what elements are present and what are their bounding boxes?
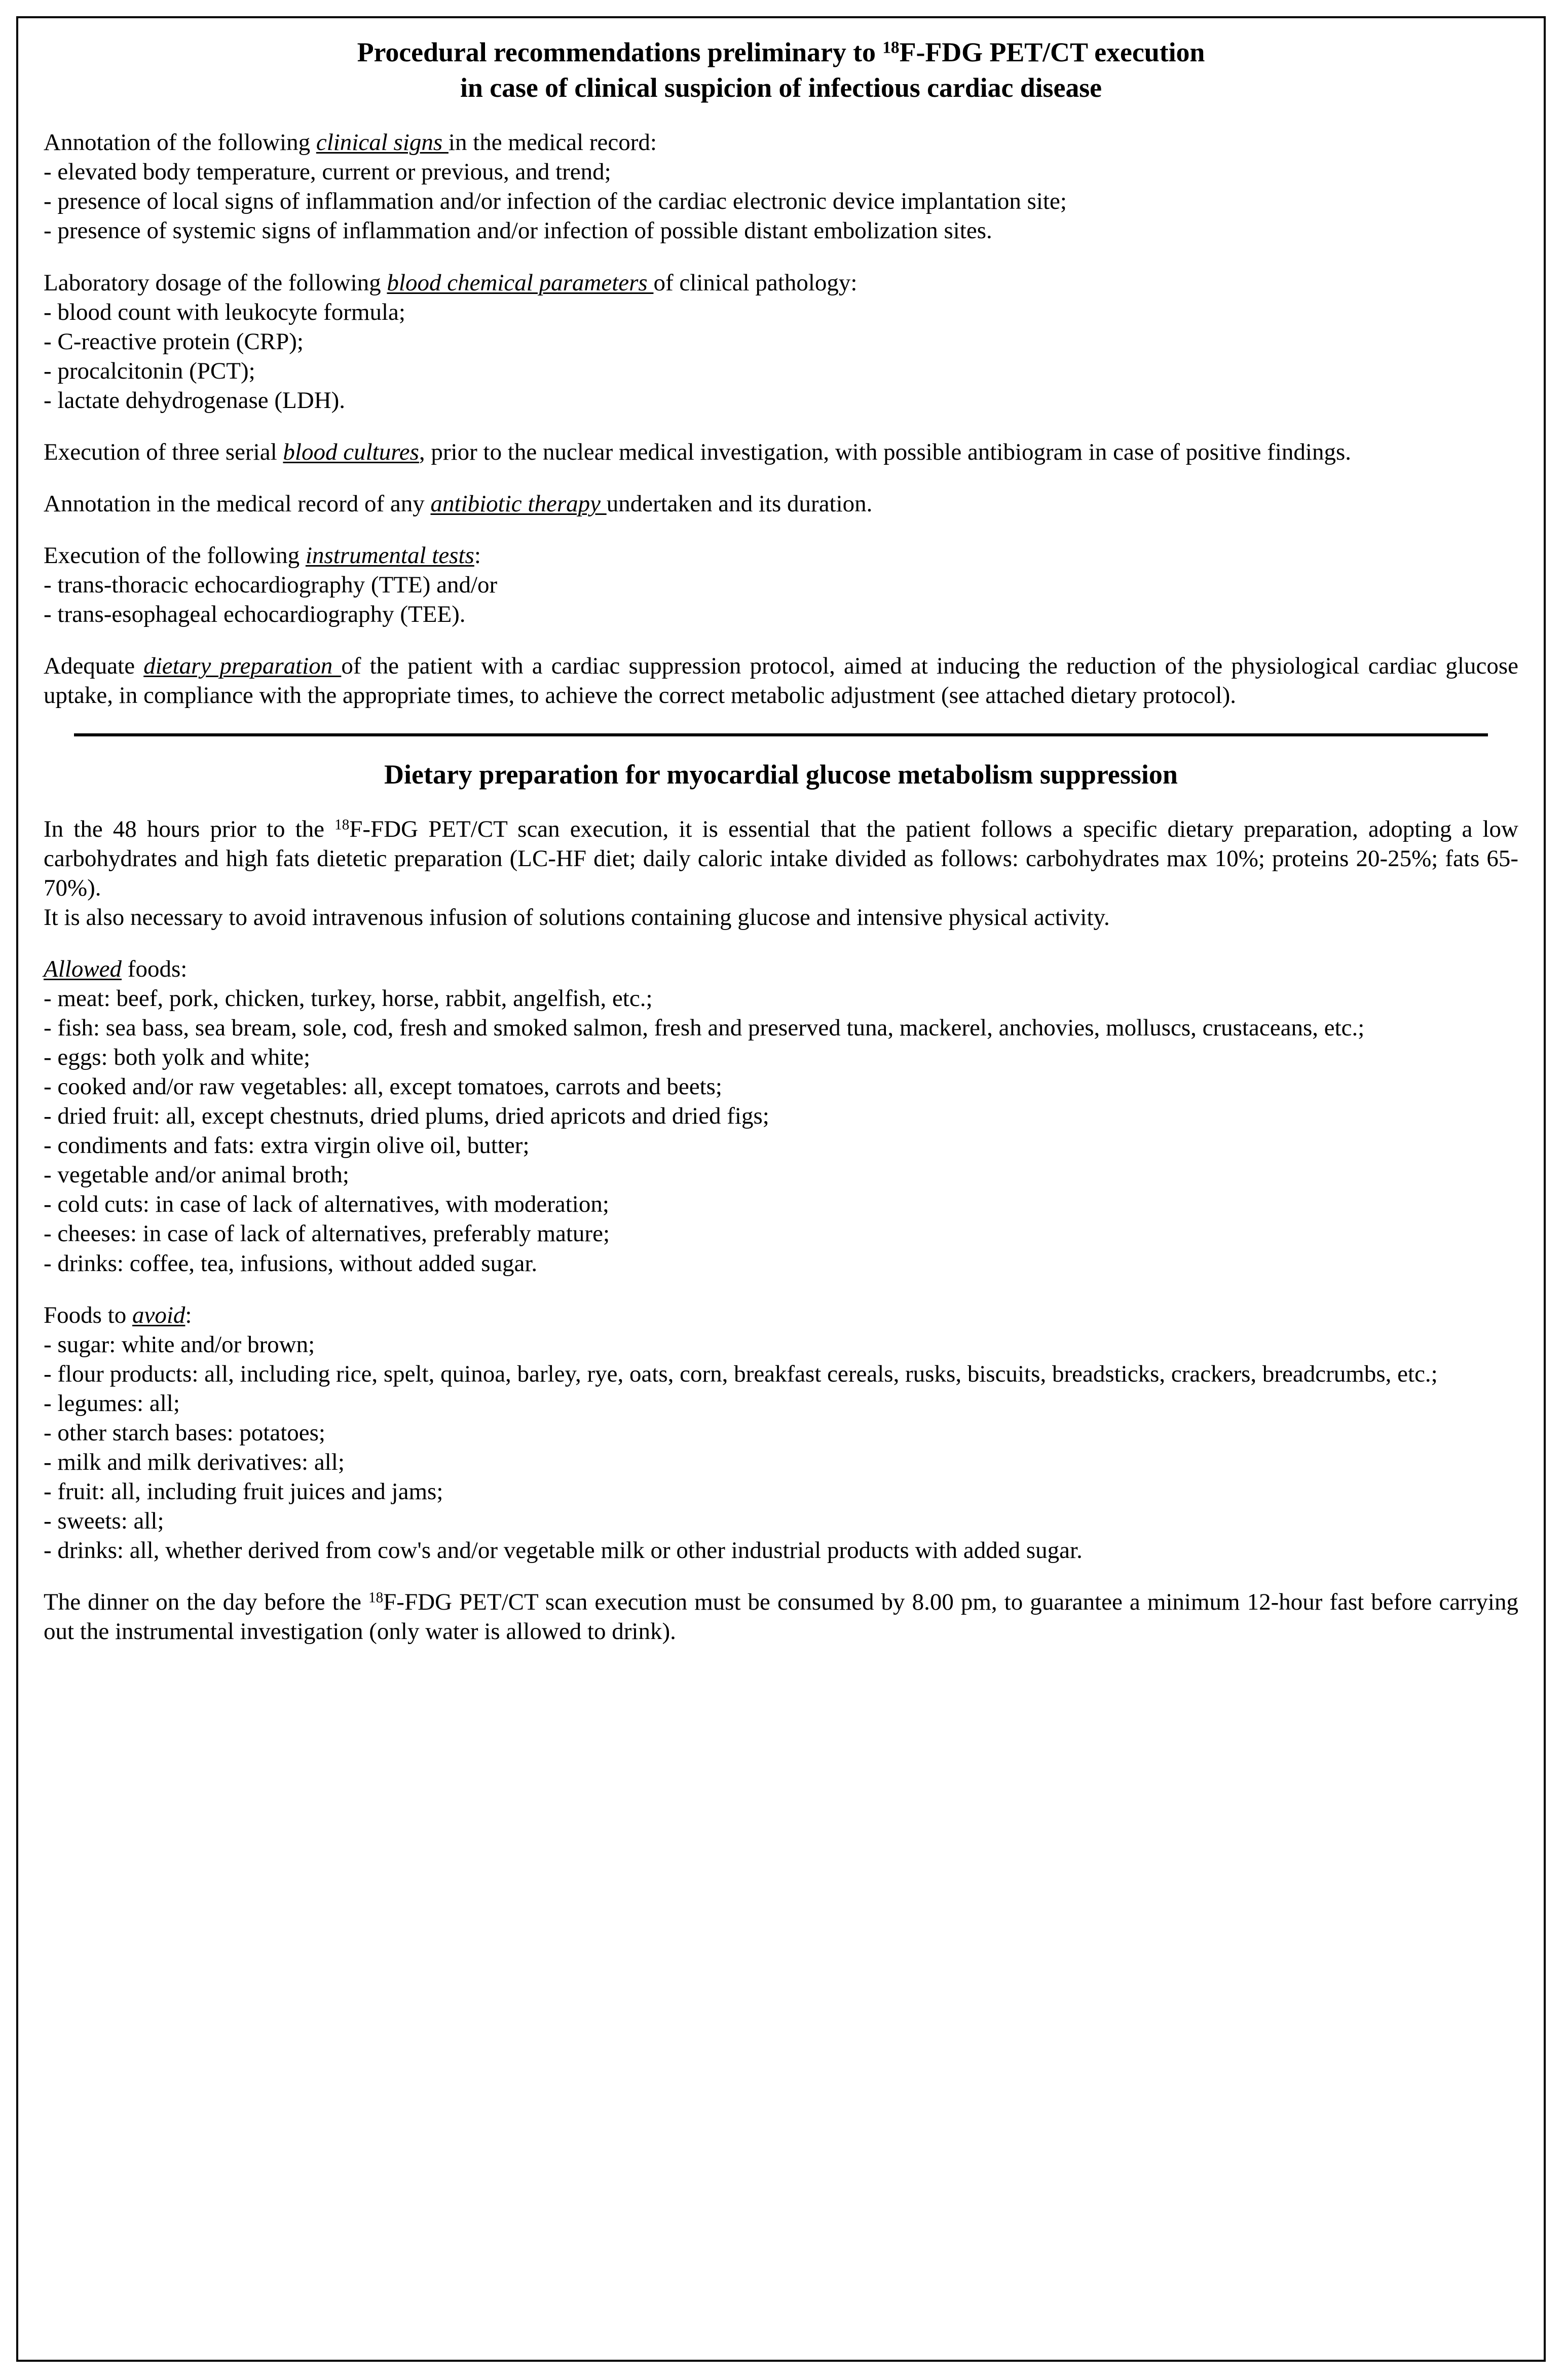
dietary-preparation-suffix: of the patient with a cardiac suppression protocol, aimed at inducing the reduction of the physiological cardiac glucose uptake, in compliance with the appropriate times, to achieve the correct metabolic adjustment (see attached dietary protocol). xyxy=(44,652,1518,709)
dietary-intro-suffix: F-FDG PET/CT scan execution, it is essential that the patient follows a specific dietary preparation, adopting a low carbohydrates and high fats dietetic preparation (LC-HF diet; daily caloric intake divided as follows: carbohydrates max 10%; proteins 20-25%; fats 65-70%). xyxy=(44,816,1518,902)
list-item: - drinks: coffee, tea, infusions, without added sugar. xyxy=(44,1250,538,1277)
list-item: - meat: beef, pork, chicken, turkey, horse, rabbit, angelfish, etc.; xyxy=(44,985,653,1012)
dietary-intro-second-paragraph: It is also necessary to avoid intravenous infusion of solutions containing glucose and intensive physical activity. xyxy=(44,904,1110,931)
list-item: - cold cuts: in case of lack of alternatives, with moderation; xyxy=(44,1191,609,1218)
document-page xyxy=(16,16,1546,2362)
spacer xyxy=(44,932,1518,954)
clinical-signs-intro-prefix: Annotation of the following xyxy=(44,129,316,156)
dietary-isotope-superscript: 18 xyxy=(334,816,350,833)
blood-cultures-paragraph xyxy=(44,437,1518,467)
spacer xyxy=(44,467,1518,489)
blood-cultures-emphasis: blood cultures xyxy=(283,438,419,465)
avoid-heading-suffix: : xyxy=(185,1301,192,1328)
blood-cultures-suffix: , prior to the nuclear medical investigation, with possible antibiogram in case of positive findings. xyxy=(419,438,1352,465)
spacer xyxy=(44,792,1518,814)
list-item: - dried fruit: all, except chestnuts, dried plums, dried apricots and dried figs; xyxy=(44,1103,769,1130)
antibiotic-therapy-suffix: undertaken and its duration. xyxy=(606,490,873,517)
list-item: - presence of systemic signs of inflammation and/or infection of possible distant embolization sites. xyxy=(44,217,992,244)
title-line1-suffix: F-FDG PET/CT execution xyxy=(899,37,1205,67)
list-item: - trans-esophageal echocardiography (TEE). xyxy=(44,601,466,627)
list-item: - fish: sea bass, sea bream, sole, cod, fresh and smoked salmon, fresh and preserved tuna, mackerel, anchovies, molluscs, crustaceans, etc.; xyxy=(44,1015,1365,1042)
list-item: - fruit: all, including fruit juices and jams; xyxy=(44,1478,443,1505)
allowed-emphasis: Allowed xyxy=(44,956,122,983)
closing-paragraph xyxy=(44,1587,1518,1646)
instrumental-tests-prefix: Execution of the following xyxy=(44,542,306,569)
page-content xyxy=(18,18,1544,2360)
list-item: - trans-thoracic echocardiography (TTE) and/or xyxy=(44,571,498,598)
antibiotic-therapy-prefix: Annotation in the medical record of any xyxy=(44,490,431,517)
blood-cultures-prefix: Execution of three serial xyxy=(44,438,283,465)
dietary-intro-prefix: In the 48 hours prior to the xyxy=(44,816,335,843)
list-item: - lactate dehydrogenase (LDH). xyxy=(44,387,346,414)
instrumental-tests-suffix: : xyxy=(474,542,481,569)
dietary-preparation-prefix: Adequate xyxy=(44,652,144,679)
avoid-emphasis: avoid xyxy=(132,1301,185,1328)
list-item: - other starch bases: potatoes; xyxy=(44,1419,325,1446)
list-item: - vegetable and/or animal broth; xyxy=(44,1162,349,1188)
list-item: - drinks: all, whether derived from cow's and/or vegetable milk or other industrial products with added sugar. xyxy=(44,1537,1083,1564)
list-item: - eggs: both yolk and white; xyxy=(44,1044,311,1071)
title-line2: in case of clinical suspicion of infectious cardiac disease xyxy=(460,72,1102,103)
spacer xyxy=(44,1565,1518,1587)
dietary-preparation-paragraph xyxy=(44,651,1518,710)
instrumental-tests-emphasis: instrumental tests xyxy=(305,542,474,569)
antibiotic-therapy-paragraph xyxy=(44,489,1518,518)
spacer xyxy=(44,1278,1518,1300)
laboratory-intro xyxy=(44,268,1518,298)
section-divider xyxy=(74,733,1488,736)
avoid-foods-heading xyxy=(44,1300,1518,1330)
list-item: - legumes: all; xyxy=(44,1390,180,1417)
spacer xyxy=(44,246,1518,268)
avoid-heading-prefix: Foods to xyxy=(44,1301,132,1328)
allowed-heading-suffix: foods: xyxy=(122,956,188,983)
list-item: - cheeses: in case of lack of alternatives, preferably mature; xyxy=(44,1220,610,1247)
dietary-section-heading: Dietary preparation for myocardial glucose metabolism suppression xyxy=(384,759,1178,790)
antibiotic-therapy-emphasis: antibiotic therapy xyxy=(430,490,607,517)
title-line1-prefix: Procedural recommendations preliminary to xyxy=(357,37,883,67)
dietary-intro-paragraph xyxy=(44,814,1518,903)
closing-isotope-superscript: 18 xyxy=(368,1589,384,1606)
clinical-signs-intro xyxy=(44,128,1518,157)
list-item: - sugar: white and/or brown; xyxy=(44,1331,315,1358)
page-title xyxy=(44,34,1518,105)
allowed-foods-heading xyxy=(44,954,1518,984)
list-item: - procalcitonin (PCT); xyxy=(44,357,255,384)
list-item: - blood count with leukocyte formula; xyxy=(44,299,405,325)
clinical-signs-emphasis: clinical signs xyxy=(316,129,449,156)
list-item: - sweets: all; xyxy=(44,1507,164,1534)
spacer xyxy=(44,105,1518,128)
instrumental-tests-intro xyxy=(44,541,1518,570)
list-item: - C-reactive protein (CRP); xyxy=(44,328,304,355)
laboratory-intro-prefix: Laboratory dosage of the following xyxy=(44,269,387,296)
list-item: - presence of local signs of inflammation and/or infection of the cardiac electronic device implantation site; xyxy=(44,188,1067,215)
list-item: - elevated body temperature, current or previous, and trend; xyxy=(44,159,611,185)
spacer xyxy=(44,629,1518,651)
laboratory-intro-suffix: of clinical pathology: xyxy=(653,269,857,296)
list-item: - milk and milk derivatives: all; xyxy=(44,1448,345,1475)
clinical-signs-intro-suffix: in the medical record: xyxy=(448,129,657,156)
list-item: - cooked and/or raw vegetables: all, except tomatoes, carrots and beets; xyxy=(44,1073,722,1100)
dietary-preparation-emphasis: dietary preparation xyxy=(143,652,342,679)
list-item: - flour products: all, including rice, spelt, quinoa, barley, rye, oats, corn, breakfast cereals, rusks, biscuits, breadsticks, crackers, breadcrumbs, etc.; xyxy=(44,1360,1438,1387)
closing-suffix: F-FDG PET/CT scan execution must be consumed by 8.00 pm, to guarantee a minimum 12-hour fast before carrying out the instrumental investigation (only water is allowed to drink). xyxy=(44,1588,1518,1645)
spacer xyxy=(44,415,1518,437)
title-isotope-superscript: 18 xyxy=(882,38,900,57)
closing-prefix: The dinner on the day before the xyxy=(44,1588,369,1615)
spacer xyxy=(44,518,1518,541)
list-item: - condiments and fats: extra virgin olive oil, butter; xyxy=(44,1132,530,1159)
laboratory-emphasis: blood chemical parameters xyxy=(387,269,654,296)
